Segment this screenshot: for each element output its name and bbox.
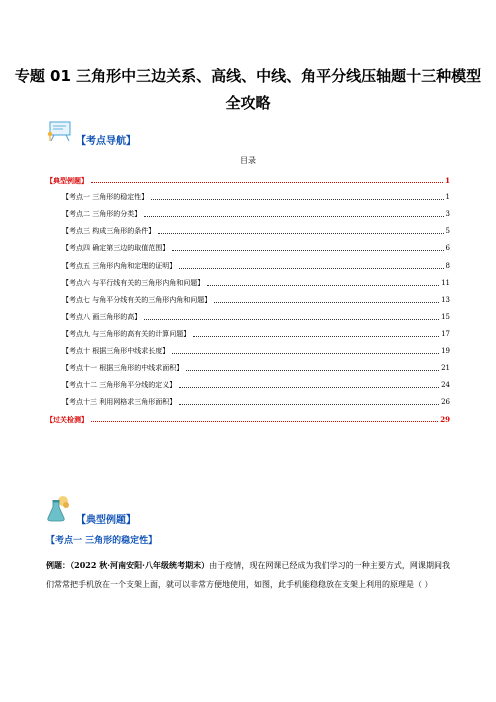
toc-page-number: 6	[445, 244, 450, 253]
toc-dot-leader	[158, 233, 443, 234]
toc-entry-label: 【考点七 与角平分线有关的三角形内角和问题】	[62, 295, 212, 304]
toc-dot-leader	[179, 387, 439, 388]
nav-section-label: 【考点导航】	[76, 136, 136, 147]
toc-dot-leader	[144, 319, 439, 320]
toc-section-row[interactable]	[46, 413, 450, 424]
toc-item-row[interactable]	[62, 362, 450, 373]
toc-dot-leader	[144, 216, 443, 217]
toc-entry-label: 【考点八 画三角形的高】	[62, 312, 142, 321]
toc-entry-label: 【考点一 三角形的稳定性】	[62, 193, 149, 202]
toc-item-row[interactable]	[62, 260, 450, 271]
toc-page-number: 15	[441, 312, 450, 321]
toc-entry-label: 【过关检测】	[46, 415, 88, 425]
toc-entry-label: 【考点十一 根据三角形的中线求面积】	[62, 364, 184, 373]
toc-entry-label: 【考点二 三角形的分类】	[62, 210, 142, 219]
toc-dot-leader	[207, 285, 439, 286]
point-title: 【考点一 三角形的稳定性】	[46, 536, 158, 546]
toc-dot-leader	[91, 421, 438, 422]
toc-dot-leader	[172, 250, 443, 251]
document-title-line-2: 全攻略	[225, 94, 271, 112]
toc-dot-leader	[91, 182, 443, 183]
toc-entry-label: 【考点十 根据三角形中线求长度】	[62, 347, 170, 355]
toc-page-number: 29	[440, 415, 450, 425]
section-label-examples: 【典型例题】	[76, 515, 136, 526]
toc-dot-leader	[172, 353, 439, 354]
example-source: （2022 秋·河南安阳·八年级统考期末）	[70, 560, 210, 570]
toc-page-number: 5	[445, 227, 450, 236]
example-prefix: 例题：	[46, 560, 71, 570]
toc-page-number: 3	[445, 210, 450, 219]
toc-item-row[interactable]	[62, 294, 450, 305]
toc-heading: 目录	[240, 156, 256, 165]
toc-entry-label: 【考点三 构成三角形的条件】	[62, 227, 156, 236]
toc-dot-leader	[186, 370, 439, 371]
toc-page-number: 13	[441, 295, 450, 304]
toc-page-number: 11	[441, 278, 450, 287]
toc-entry-label: 【考点五 三角形内角和定理的证明】	[62, 261, 177, 270]
toc-section-row[interactable]	[46, 174, 450, 185]
toc-item-row[interactable]	[62, 191, 450, 202]
toc-item-row[interactable]	[62, 242, 450, 253]
flask-icon	[46, 494, 72, 522]
toc-item-row[interactable]	[62, 379, 450, 390]
toc-item-row[interactable]	[62, 225, 450, 236]
document-title-line-1: 专题 01 三角形中三边关系、高线、中线、角平分线压轴题十三种模型	[14, 67, 482, 85]
toc-item-row[interactable]	[62, 328, 450, 339]
toc-item-row[interactable]	[62, 277, 450, 288]
toc-item-row[interactable]	[62, 396, 450, 407]
chalkboard-icon	[46, 120, 72, 142]
toc-entry-label: 【考点十三 利用网格求三角形面积】	[62, 398, 177, 407]
toc-dot-leader	[193, 336, 439, 337]
toc-page-number: 8	[445, 261, 450, 270]
toc-item-row[interactable]	[62, 208, 450, 219]
toc-entry-label: 【典型例题】	[46, 176, 88, 185]
toc-page-number: 17	[441, 329, 450, 338]
toc-dot-leader	[151, 199, 443, 200]
example-paragraph	[46, 556, 450, 594]
toc-item-row[interactable]	[62, 311, 450, 322]
toc-dot-leader	[179, 268, 443, 269]
toc-page-number: 24	[441, 381, 450, 390]
toc-entry-label: 【考点四 确定第三边的取值范围】	[62, 244, 170, 253]
toc-page-number: 26	[441, 398, 450, 407]
toc-dot-leader	[179, 404, 439, 405]
toc-item-row[interactable]	[62, 345, 450, 356]
example-text: 由于疫情，现在网课已经成为我们学习的一种主要方式，网课期间我们常常把手机放在一个支架上面，就可以非常方便地使用，如图，此手机能稳稳放在支架上利用的原理是（ ）	[46, 561, 451, 589]
toc-page-number: 1	[445, 193, 450, 202]
toc-page-number: 19	[441, 347, 450, 355]
toc-entry-label: 【考点十二 三角形角平分线的定义】	[62, 381, 177, 390]
toc-page-number: 1	[445, 176, 450, 185]
toc-dot-leader	[214, 302, 439, 303]
toc-entry-label: 【考点九 与三角形的高有关的计算问题】	[62, 329, 191, 338]
toc-page-number: 21	[441, 364, 450, 373]
toc-entry-label: 【考点六 与平行线有关的三角形内角和问题】	[62, 278, 205, 287]
